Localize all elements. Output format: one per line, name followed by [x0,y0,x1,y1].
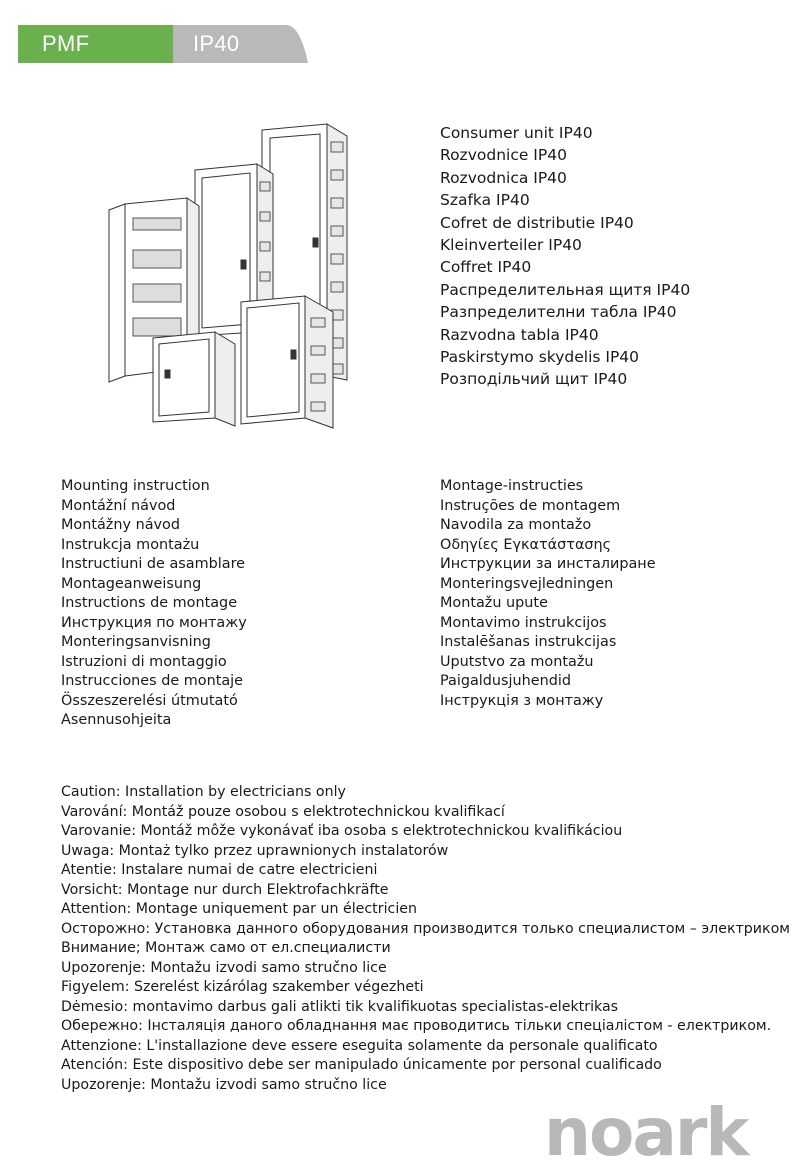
caution-statement: Dėmesio: montavimo darbus gali atlikti tik kvalifikuotas specialistas-elektrikas [61,998,619,1015]
mounting-instruction-label: Инструкция по монтажу [61,614,247,631]
header-bar [18,25,308,63]
mounting-instruction-list-left [61,477,247,731]
product-title: Распределительная щитя IP40 [440,280,691,299]
product-title: Cofret de distributie IP40 [440,213,634,232]
front-cabinet-drawing [241,296,333,428]
caution-statement: Varování: Montáž pouze osobou s elektrotechnickou kvalifikací [61,803,505,820]
caution-statement: Обережно: Інсталяція даного обладнання має проводитись тільки спеціалістом - електриком. [61,1018,772,1034]
mounting-instruction-label: Instalēšanas instrukcijas [440,634,617,650]
mounting-instruction-label: Montage-instructies [440,478,584,494]
product-title: Szafka IP40 [440,191,530,210]
mounting-instruction-label: Instructions de montage [61,595,238,611]
mounting-instruction-list-right [440,477,656,711]
mounting-instruction-label: Összeszerelési útmutató [61,692,238,709]
product-series: PMF [42,31,90,56]
mounting-instruction-label: Paigaldusjuhendid [440,673,572,689]
caution-statement: Upozorenje: Montažu izvodi samo stručno lice [61,959,387,976]
mounting-instruction-label: Montavimo instrukcijos [440,614,607,631]
mounting-instruction-label: Monteringsvejledningen [440,575,614,592]
mounting-instruction-label: Οδηγίες Εγκατάστασης [440,536,612,553]
mounting-instruction-label: Uputstvo za montažu [440,653,594,670]
mounting-instruction-label: Instructiuni de asamblare [61,556,246,572]
mounting-instruction-label: Instrucciones de montaje [61,673,244,689]
caution-statement: Atentie: Instalare numai de catre electricieni [61,862,378,878]
noark-logo [544,1094,790,1171]
caution-statement: Внимание; Монтаж само от ел.специалисти [61,940,391,956]
product-title: Consumer unit IP40 [440,124,593,142]
ip-rating: IP40 [193,31,240,56]
caution-statement: Attenzione: L'installazione deve essere eseguita solamente da personale qualificato [61,1037,658,1054]
mounting-instruction-label: Asennusohjeita [61,712,172,728]
caution-statement: Atención: Este dispositivo debe ser manipulado únicamente por personal cualificado [61,1057,662,1073]
mounting-instruction-label: Monteringsanvisning [61,634,211,650]
mounting-instruction-label: Navodila za montažo [440,517,592,533]
caution-statement: Figyelem: Szerelést kizárólag szakember végezheti [61,979,424,995]
product-title: Разпределителни табла IP40 [440,303,677,322]
product-title: Razvodna tabla IP40 [440,325,599,344]
mounting-instruction-label: Montážny návod [61,517,180,533]
caution-statement: Uwaga: Montaż tylko przez uprawnionych instalatorów [61,842,449,859]
mounting-instruction-label: Montažu upute [440,595,548,611]
product-title: Coffret IP40 [440,258,532,277]
caution-statement: Varovanie: Montáž môže vykonávať iba osoba s elektrotechnickou kvalifikáciou [61,823,623,839]
caution-statement: Upozorenje: Montažu izvodi samo stručno lice [61,1076,387,1093]
small-cabinet-drawing [153,332,235,426]
caution-statement: Caution: Installation by electricians only [61,784,346,800]
product-title-list [440,122,690,391]
product-title: Paskirstymo skydelis IP40 [440,348,640,367]
logo-text: noark [544,1094,748,1171]
product-illustration [95,118,395,436]
product-title: Розподільчий щит IP40 [440,370,628,389]
mounting-instruction-label: Mounting instruction [61,478,210,494]
caution-list [61,783,790,1095]
mounting-instruction-label: Инструкции за инсталиране [440,556,656,572]
mounting-instruction-label: Instrukcja montażu [61,536,200,553]
mounting-instruction-label: Montážní návod [61,497,176,514]
mounting-instruction-label: Інструкція з монтажу [440,692,604,709]
product-title: Kleinverteiler IP40 [440,236,582,255]
caution-statement: Осторожно: Установка данного оборудования производится только специалистом – электриком [61,920,790,937]
caution-statement: Vorsicht: Montage nur durch Elektrofachkräfte [61,881,389,898]
product-title: Rozvodnica IP40 [440,168,567,187]
caution-statement: Attention: Montage uniquement par un électricien [61,901,417,917]
mounting-instruction-label: Montageanweisung [61,575,202,592]
mounting-instruction-label: Istruzioni di montaggio [61,653,227,670]
product-title: Rozvodnice IP40 [440,146,567,165]
mounting-instruction-label: Instruções de montagem [440,497,621,514]
